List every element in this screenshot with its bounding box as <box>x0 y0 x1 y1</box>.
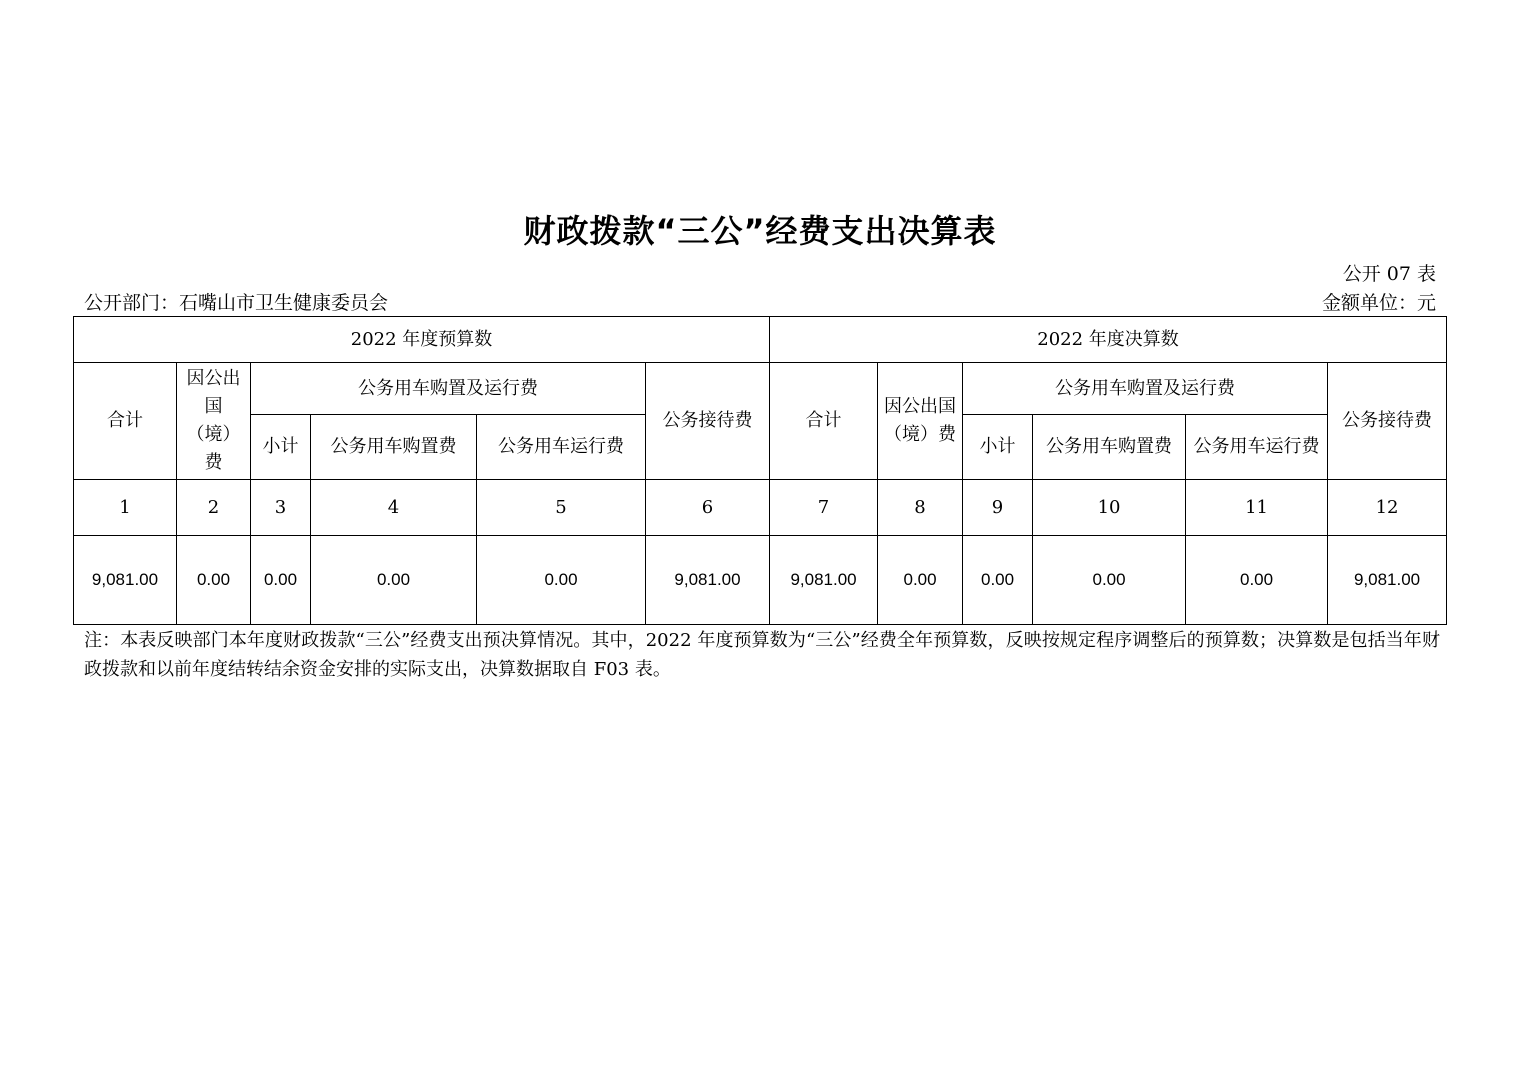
budget-reception-header: 公务接待费 <box>646 363 770 480</box>
amount-unit-label: 金额单位：元 <box>1321 292 1436 314</box>
three-public-expenses-table <box>73 316 1447 625</box>
column-number: 4 <box>311 480 477 536</box>
column-number-row <box>74 480 1447 536</box>
column-number: 8 <box>878 480 963 536</box>
column-number: 7 <box>770 480 878 536</box>
budget-vehicle-purchase-header: 公务用车购置费 <box>311 415 477 480</box>
value-cell: 9,081.00 <box>74 536 177 625</box>
budget-subtotal-header: 小计 <box>251 415 311 480</box>
budget-total-header: 合计 <box>74 363 177 480</box>
final-vehicle-operation-header: 公务用车运行费 <box>1186 415 1328 480</box>
value-cell: 0.00 <box>878 536 963 625</box>
final-vehicle-header: 公务用车购置及运行费 <box>963 363 1328 415</box>
value-cell: 0.00 <box>1033 536 1186 625</box>
final-abroad-header: 因公出国（境）费 <box>878 363 963 480</box>
value-cell: 0.00 <box>1186 536 1328 625</box>
column-number: 3 <box>251 480 311 536</box>
department-label: 公开部门：石嘴山市卫生健康委员会 <box>84 292 389 314</box>
value-cell: 9,081.00 <box>1328 536 1447 625</box>
table-note: 注：本表反映部门本年度财政拨款“三公”经费支出预决算情况。其中，2022 年度预算数为“三公”经费全年预算数，反映按规定程序调整后的预算数；决算数是包括当年财政拨款和以前年度结转结余资金安排的实际支出，决算数据取自 F03 表。 <box>84 630 1440 680</box>
value-cell: 0.00 <box>311 536 477 625</box>
value-cell: 0.00 <box>477 536 646 625</box>
column-number: 12 <box>1328 480 1447 536</box>
budget-group-header: 2022 年度预算数 <box>74 317 770 363</box>
final-group-header: 2022 年度决算数 <box>770 317 1447 363</box>
value-cell: 0.00 <box>177 536 251 625</box>
final-reception-header: 公务接待费 <box>1328 363 1447 480</box>
page-title: 财政拨款“三公”经费支出决算表 <box>523 212 997 250</box>
column-number: 2 <box>177 480 251 536</box>
budget-abroad-header: 因公出国（境）费 <box>177 363 251 480</box>
final-subtotal-header: 小计 <box>963 415 1033 480</box>
group-header-row <box>74 317 1447 363</box>
column-header-row-1 <box>74 363 1447 415</box>
data-row <box>74 536 1447 625</box>
form-code: 公开 07 表 <box>1342 263 1436 285</box>
budget-vehicle-header: 公务用车购置及运行费 <box>251 363 646 415</box>
budget-vehicle-operation-header: 公务用车运行费 <box>477 415 646 480</box>
final-total-header: 合计 <box>770 363 878 480</box>
column-number: 11 <box>1186 480 1328 536</box>
column-number: 9 <box>963 480 1033 536</box>
value-cell: 9,081.00 <box>770 536 878 625</box>
value-cell: 0.00 <box>251 536 311 625</box>
column-number: 6 <box>646 480 770 536</box>
column-number: 5 <box>477 480 646 536</box>
final-vehicle-purchase-header: 公务用车购置费 <box>1033 415 1186 480</box>
value-cell: 0.00 <box>963 536 1033 625</box>
value-cell: 9,081.00 <box>646 536 770 625</box>
column-number: 1 <box>74 480 177 536</box>
column-number: 10 <box>1033 480 1186 536</box>
